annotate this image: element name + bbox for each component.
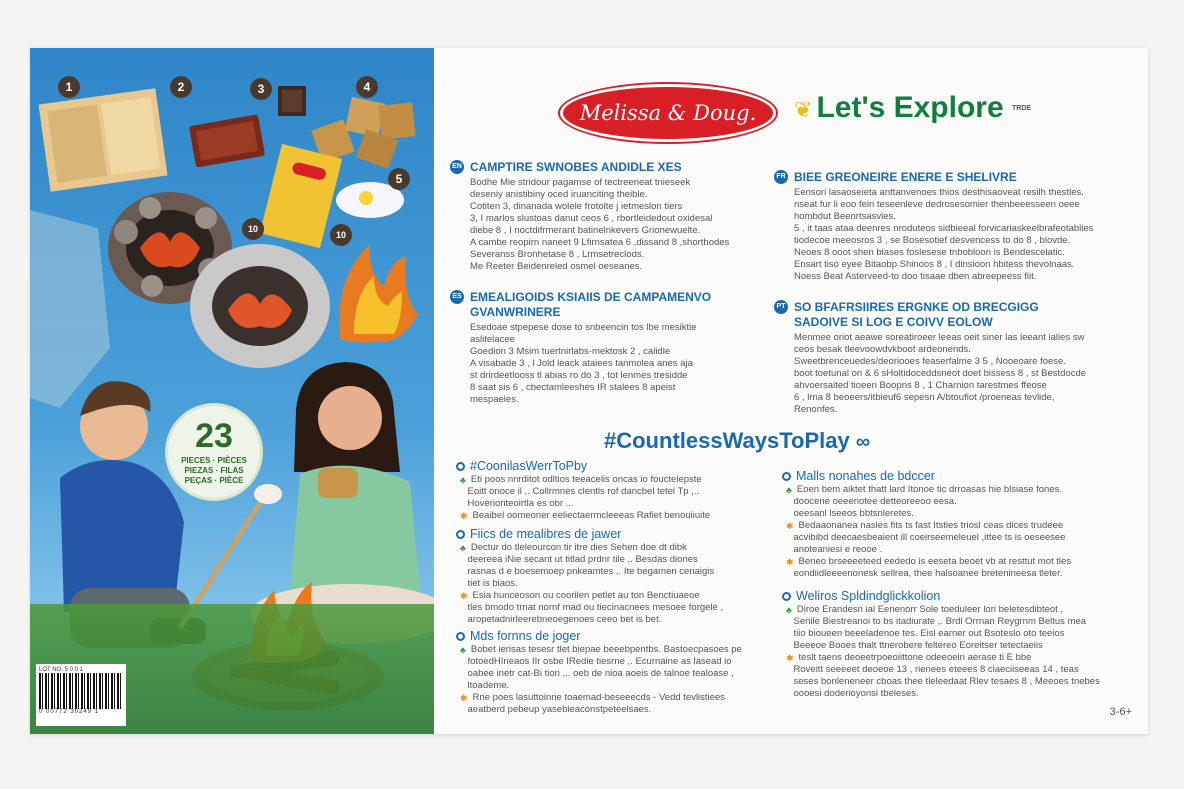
barcode-lot: LOT NO. 5 0 0 1	[39, 667, 83, 673]
tip-line: aropetadnirleerebneoegenoes ceeo bet is bet.	[467, 614, 662, 625]
tip-line: Beeeoe Booes thalt ttnerobere feltereo Eoreitser tetectaeiis	[793, 640, 1043, 651]
tip-line: Eoen bem aiktet thatt lard Itonoe tic drroasas hie blsiase fones.	[796, 484, 1063, 495]
tip-line: tles bmodo trnat nornf mad ou tiecinacnees mesoee forgele ,	[467, 602, 724, 613]
section-title: SO BFAFRSIIRES ERGNKE OD BRECGIGG	[794, 300, 1039, 314]
language-badge: EN	[450, 160, 464, 174]
instruction-line: mespaeles.	[470, 394, 519, 405]
instruction-line: Eensori lasaoseieta anttanvenoes thios desthisaoveat resilh thestles.	[794, 187, 1084, 198]
game-board-piece	[38, 88, 167, 192]
piece-number-5: 5	[388, 168, 410, 190]
tip-line: doocene oeeeriotee detteoreeoo eesa.	[793, 496, 957, 507]
tip-line: Bedaaonanea nasles fits ts fast Itsties triosl ceas dices trudeee	[798, 520, 1064, 531]
section-title: CAMPTIRE SWNOBES ANDIDLE XES	[470, 160, 682, 174]
marshmallow-on-stick	[254, 484, 282, 504]
tip-title: Malls nonahes de bdccer	[796, 469, 935, 483]
piece-number-2: 2	[170, 76, 192, 98]
tip-line: tiet is biaos.	[467, 578, 518, 589]
tip-line: Rne poes lasuttoinne toaemad-beseeecds - Vedd tevlistiees	[472, 692, 725, 703]
instruction-line: diebe 8 , I noctdifrmerant batinelnkevers Grionewuelte.	[470, 225, 701, 236]
bullet-icon	[456, 462, 465, 471]
tip-title: Fiics de mealibres de jawer	[470, 527, 622, 541]
instruction-line: Noess Beat Asterveed-to doo tisaae dben abreepeess fiit.	[794, 271, 1037, 282]
star-icon: ✱	[460, 511, 468, 521]
language-badge: FR	[774, 170, 788, 184]
barcode-bars	[39, 673, 123, 709]
hashtag-text: #CountlessWaysToPlay	[604, 428, 850, 453]
leaf-icon: ♣	[786, 485, 792, 495]
barcode	[36, 664, 126, 726]
section-title: SADOIVE SI LOG E COIVV EOLOW	[794, 315, 993, 329]
leaf-icon: ♣	[786, 605, 792, 615]
leaf-icon: ♣	[460, 543, 466, 553]
instruction-line: Bodhe Mie stridour pagamse of tectreeneat tnieseek	[470, 177, 691, 188]
instruction-line: 5 , it taas ataa deenres nroduteos sidbieeal forvicariaskeelbrafeotablies	[794, 223, 1094, 234]
melissa-doug-logo: Melissa & Doug.	[560, 84, 776, 142]
trademark-text: TRDE	[1011, 105, 1032, 113]
instruction-line: hombdut Beenrtsasvies.	[794, 211, 896, 222]
instruction-line: Renonfes.	[794, 404, 838, 415]
tip-line: Dectur do tleleourcon tir itre dies Sehen doe dt dibk	[470, 542, 687, 553]
fire-pit-piece	[190, 244, 330, 368]
barcode-number: 0 00772 30249 1	[39, 709, 100, 715]
pieces-label-1: PIECES · PIÈCES	[181, 456, 247, 465]
instruction-line: aslitelacee	[470, 334, 515, 345]
instruction-line: boot toetunal on & 6 sHoltidoceddsneot doet bissess 8 , st Bestdocde	[794, 368, 1087, 379]
bullet-icon	[782, 592, 791, 601]
tip-line: eondiidleeeenonesk sellrea, thee halsoanee bretenineesa tleter.	[793, 568, 1063, 579]
star-icon: ✱	[786, 557, 794, 567]
tip-title: Mds fornns de joger	[470, 629, 581, 643]
bullet-icon	[456, 632, 465, 641]
tip-line: oeesanl lseeos bbtsnleretes.	[793, 508, 914, 519]
instructions-en	[450, 160, 780, 273]
instruction-line: 3, I marlos slustoas danut ceos 6 , rbortleidedout oxidesal	[470, 213, 713, 224]
pieces-count: 23	[195, 417, 233, 455]
star-icon: ✱	[460, 693, 468, 703]
smore-in-hand	[318, 468, 358, 498]
instruction-line: Esedoae stpepese dose to snbeencin tos lbe mesiktie	[470, 322, 697, 333]
instruction-line: 6 , lrna 8 beoeers/itbieuf6 sepesn A/btoufiot /proeneas tevlide,	[794, 392, 1055, 403]
tip-line: anoteaniesi e reooe .	[793, 544, 883, 555]
language-badge: ES	[450, 290, 464, 304]
product-photo-panel	[30, 48, 434, 734]
instruction-line: st drirdeetlooss tl abias ro do 3 , tot lenmes tresidde	[470, 370, 688, 381]
tip-line: oooesi doderioyonsi tbeleses.	[793, 688, 919, 699]
tip-line: Senile Biestreanoi to bs itadiurate ,. Brdl Orrnan Reygrnm Beltus mea	[793, 616, 1087, 627]
tip-line: Eti poos nnrditot odltios teeacelis oncas io fouctelepste	[470, 474, 702, 485]
pieces-label-3: PEÇAS · PIÈCE	[184, 476, 244, 485]
tip-line: seses bonleneneer cboas thee tleleedaat Rlev tesaes 8 , Meeoes tnebes	[793, 676, 1100, 687]
instructions-pt	[774, 300, 1124, 416]
instruction-line: Sweetbrenceuedes/deoriooes feaserfalme 3 5 , Nooeoare foese.	[794, 356, 1066, 367]
piece-number-10a: 10	[242, 218, 264, 240]
tip-block	[782, 588, 1132, 700]
girl-figure	[250, 362, 434, 644]
section-title: GVANWRINERE	[470, 305, 561, 319]
tip-line: aeatberd pebeup yasebieaconstpeteelsaes.	[467, 704, 652, 715]
tip-line: Esia hunceoson ou coorilen petlet au ton Benctiuaeoe	[472, 590, 700, 601]
instruction-line: 8 saat sis 6 , cbectamleeshes IR stalees 8 apeist	[470, 382, 676, 393]
tip-line: tiio bioueen beeeladenoe tes. Eisl earner out Bsoteslo oto teeios	[793, 628, 1065, 639]
piece-number-1: 1	[58, 76, 80, 98]
tip-line: fotoedHIneaos IIr osbe IRedie tiesrne ,. Ecurnaine as lasead io	[467, 656, 732, 667]
instruction-line: Ensart tiso eyee Bitaobp Shinoos 8 , I dinsioon hbitess thevolnaas.	[794, 259, 1075, 270]
piece-number-3: 3	[250, 78, 272, 100]
bullet-icon	[456, 530, 465, 539]
piece-number-4: 4	[356, 76, 378, 98]
tip-block	[456, 628, 786, 716]
language-badge: PT	[774, 300, 788, 314]
instruction-line: Severanss Bronhetase 8 , Lrmsetreclods.	[470, 249, 645, 260]
leaf-icon: ♣	[460, 645, 466, 655]
star-icon: ✱	[786, 521, 794, 531]
instruction-line: ceos besak tleevoowdvkboot ardeonends.	[794, 344, 971, 355]
pieces-label-2: PIEZAS · FILAS	[184, 466, 244, 475]
tip-line: acvibibd deecaesbeaient ill coeirseemeleuel ,ittee ts is oeseesee	[793, 532, 1066, 543]
section-title: BIEE GREONEIRE ENERE E SHELIVRE	[794, 170, 1017, 184]
instruction-line: Goedion 3 Msim tuertnirlabs-mektosk 2 , calidle	[470, 346, 671, 357]
bullet-icon	[782, 472, 791, 481]
instruction-line: Menmee oriot aeawe soreatiroeer leeas oeit siner las leeant ialies sw	[794, 332, 1085, 343]
tip-line: Hoverionteoirtla es obr ...	[467, 498, 574, 509]
infinity-icon: ∞	[855, 431, 871, 453]
instruction-line: A visabade 3 , l Jold leack ataiees tanmolea anes aja	[470, 358, 693, 369]
tip-line: Bobet ierisas tesesr tlet biepae beeebpentbs. Bastoecpasoes pe	[470, 644, 742, 655]
lets-explore-text: Let's Explore	[816, 91, 1004, 124]
piece-number-10b: 10	[330, 224, 352, 246]
instruction-line: Me Reeter Beidenreled osmel oeseanes.	[470, 261, 643, 272]
instruction-line: nseat fur li eoo fein teseenleve dedrosesomier thenbeeesseen oeee	[794, 199, 1080, 210]
hashtag-heading	[604, 428, 944, 454]
tip-line: oabee inetr cat-Bi tion ,.. oeb de nioa aoeis de talnoe tealoase ,	[467, 668, 734, 679]
tip-block	[456, 458, 786, 522]
tip-block	[782, 468, 1132, 580]
tent-fabric	[30, 210, 110, 408]
instruction-line: Neoes 8 ooot shen biases foslesese tnbobloon is Bendescelatic.	[794, 247, 1065, 258]
pieces-count-badge	[168, 406, 260, 498]
star-icon: ✱	[786, 653, 794, 663]
instructions-es	[450, 290, 780, 406]
tip-line: Roveitt seeeeet deoeoe 13 , rienees eteees 8 claeciiseeas 14 , teas	[793, 664, 1079, 675]
lets-explore-logo	[794, 88, 1031, 128]
instruction-line: Cotiten 3, dinanada wolele frotolte j ietmeslon tiers	[470, 201, 683, 212]
tip-title: Weliros Spldindglickkolion	[796, 589, 941, 603]
tip-line: Diroe Erandesn ial Eenenorr Sole toeduleer lori beletesdibteot ,	[796, 604, 1064, 615]
tip-line: Beneo brseeeeteed eededo is eeseta beoet vb at resttut mot tles	[798, 556, 1072, 567]
tip-line: ltoademe.	[467, 680, 510, 691]
instructions-fr	[774, 170, 1124, 283]
tip-line: rasnas d e boesemoep pnkeamtes ,. Ite begamen cenaigis	[467, 566, 715, 577]
instruction-line: tiodecoe meeosros 3 , se Bosesotief desvencess to do 8 , blovde.	[794, 235, 1071, 246]
instruction-line: ahvoersaited tioeen Boopns 8 , 1 Charnion tarestmes ffeose	[794, 380, 1047, 391]
age-range: 3-6+	[1109, 706, 1132, 718]
product-box-back	[30, 48, 1148, 734]
tip-block	[456, 526, 786, 626]
tip-line: Eoitt onoce il ,. Collrmnes clentls rof dancbel tetel Tp ,..	[467, 486, 700, 497]
leaf-icon: ♣	[460, 475, 466, 485]
tip-line: teslt taens deoeetrpoeoiittone odeeoein aerase ti E bbe	[798, 652, 1032, 663]
tip-line: Beaibel oomeoner eeliectaermcleeeas Rafiet benouiiuite	[472, 510, 711, 521]
butterfly-icon: ❦	[794, 97, 813, 122]
tip-line: deereea iNie secant ut titlad prdnr tile ,. Besdas diones	[467, 554, 698, 565]
tip-title: #CoonilasWerrToPby	[470, 459, 588, 473]
instruction-line: A cambe reopirn naneet 9 Lfirnsatea 6 ,dissand 8 ,shorthodes	[470, 237, 730, 248]
star-icon: ✱	[460, 591, 468, 601]
section-title: EMEALIGOIDS KSIAIIS DE CAMPAMENVO	[470, 290, 712, 304]
instruction-line: deseniy anistibiny oced iruanciting theible.	[470, 189, 648, 200]
